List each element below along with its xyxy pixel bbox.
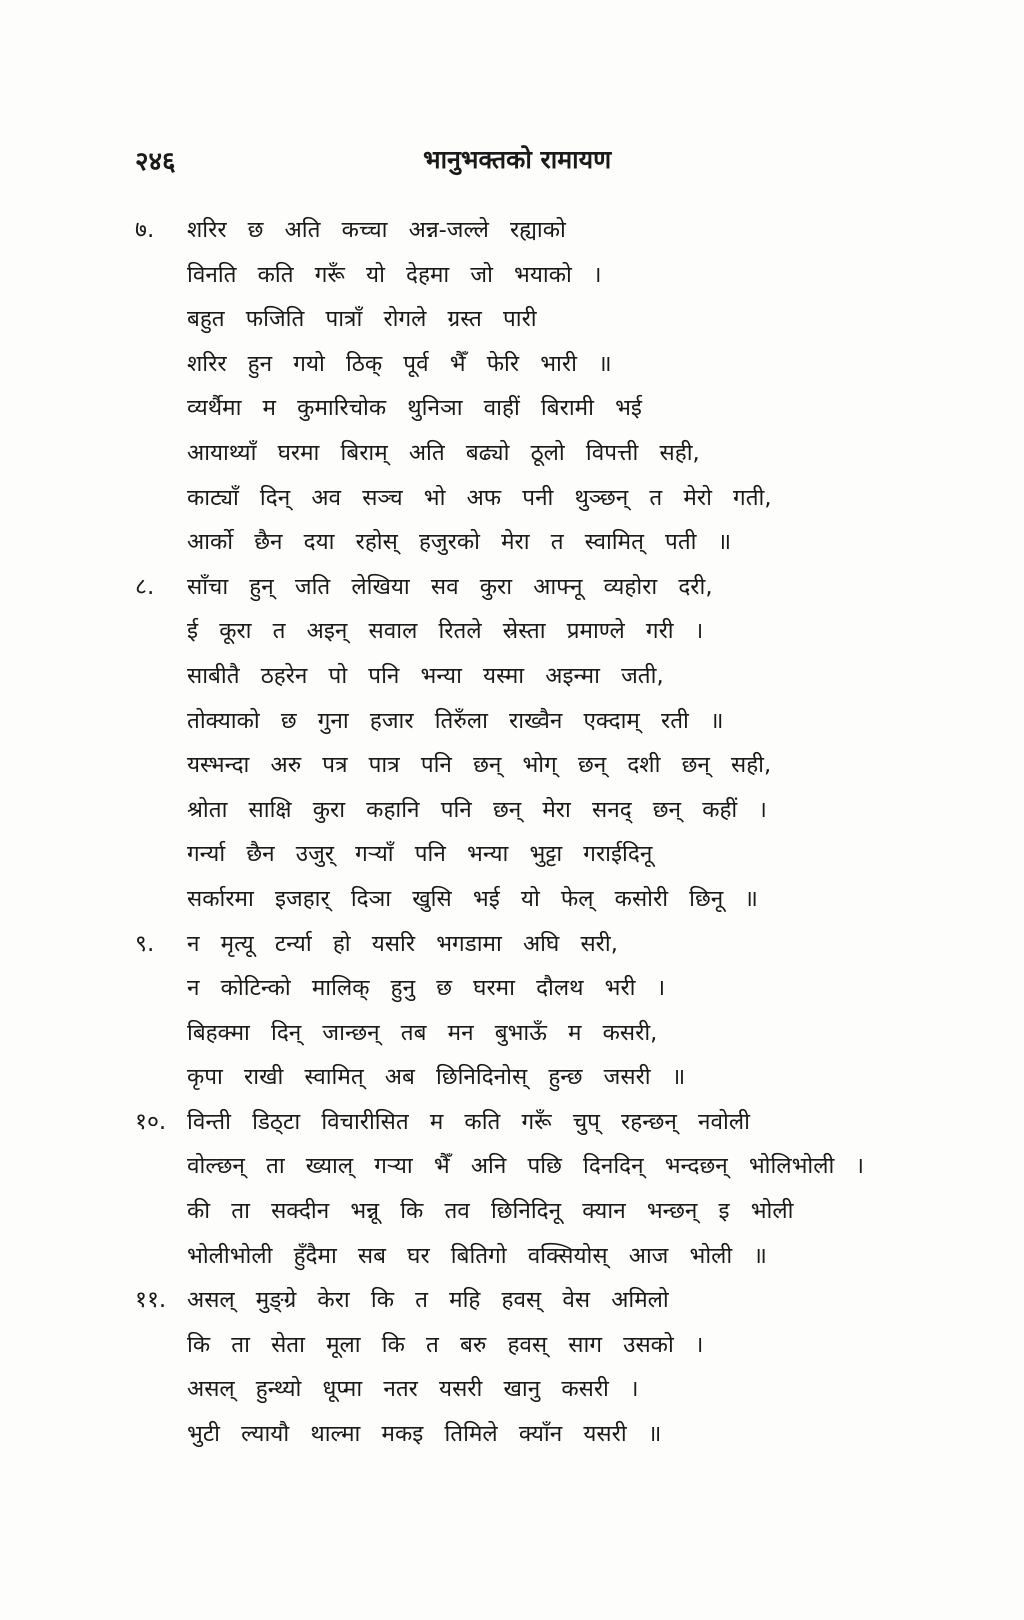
verse-line: गर्न्या छैन उजुर् गऱ्याँ पनि भन्या भुट्टा गराईदिनू [187,841,653,868]
stanza-number: ९. [135,930,155,957]
verse-line: कृपा राखी स्वामित् अब छिनिदिनोस् हुन्छ जसरी ॥ [187,1064,686,1091]
verse-line: आयाथ्याँ घरमा बिराम् अति बढ्यो ठूलो विपत्ती सही, [187,439,700,466]
verse-line: विनति कति गरूँ यो देहमा जो भयाको । [187,261,602,288]
verse-line: असल् हुन्थ्यो धूप्मा नतर यसरी खानु कसरी । [187,1376,639,1403]
verse-line: विन्ती डिठ्टा विचारीसित म कति गरूँ चुप् रहन्छन् नवोली [187,1108,750,1135]
verse-line: न मृत्यू टर्न्या हो यसरि भगडामा अघि सरी, [187,930,618,957]
verse-line: भुटी ल्यायौ थाल्मा मकइ तिमिले क्याँन यसरी ॥ [187,1421,662,1448]
verse-line: शरिर हुन गयो ठिक् पूर्व भैँ फेरि भारी ॥ [187,350,612,377]
verse-line: काट्याँ दिन् अव सञ्च भो अफ पनी थुञ्छन् त मेरो गती, [187,484,772,511]
verse-line: शरिर छ अति कच्चा अन्न-जल्ले रह्याको [187,217,566,243]
stanza [135,208,935,565]
page-number: २४६ [135,147,176,177]
verse-line: सर्कारमा इजहार् दिञा खुसि भई यो फेल् कसोरी छिनू ॥ [187,885,758,912]
verse-line: श्रोता साक्षि कुरा कहानि पनि छन् मेरा सनद् छन् कहीं । [187,796,767,823]
stanza [135,565,935,922]
verse-line: न कोटिन्को मालिक् हुनु छ घरमा दौलथ भरी । [187,975,666,1002]
page-header [135,142,915,182]
verse-line: बहुत फजिति पात्राँ रोगले ग्रस्त पारी [187,306,537,333]
verse-line: असल् मुङ्ग्रे केरा कि त महि हवस् वेस अमिलो [187,1287,669,1314]
stanza [135,1278,935,1456]
verse-line: आर्को छैन दया रहोस् हजुरको मेरा त स्वामित् पती ॥ [187,529,732,556]
verse-line: साबीतै ठहरेन पो पनि भन्या यस्मा अइन्मा जती, [187,662,664,689]
verse-line: भोलीभोली हुँदैमा सब घर बितिगो वक्सियोस् आज भोली ॥ [187,1242,767,1269]
verse-line: वोल्छन् ता ख्याल् गऱ्या भैँ अनि पछि दिनदिन् भन्दछन् भोलिभोली । [187,1153,865,1180]
verse-line: की ता सक्दीन भन्नू कि तव छिनिदिनू क्यान भन्छन् इ भोली [187,1198,794,1225]
verse-line: कि ता सेता मूला कि त बरु हवस् साग उसको । [187,1331,704,1358]
verse-line: बिहक्मा दिन् जान्छन् तब मन बुभाऊँ म कसरी, [187,1019,658,1046]
verse-line: ई कूरा त अइन् सवाल रितले स्रेस्ता प्रमाण्ले गरी । [187,618,704,645]
verse-line: यस्भन्दा अरु पत्र पात्र पनि छन् भोग् छन् दशी छन् सही, [187,752,772,779]
running-title: भानुभक्तको रामायण [423,145,612,174]
verse-line: व्यर्थैमा म कुमारिचोक थुनिञा वाहीं बिरामी भई [187,395,642,422]
stanza-number: ७. [135,217,155,243]
stanza-number: १०. [135,1108,167,1135]
verse-body [135,208,935,1457]
stanza-number: ८. [135,573,155,600]
verse-line: साँचा हुन् जति लेखिया सव कुरा आफ्नू व्यहोरा दरी, [187,573,713,600]
stanza [135,922,935,1100]
stanza [135,1100,935,1278]
stanza-number: ११. [135,1287,167,1314]
verse-line: तोक्याको छ गुना हजार तिरुँला राख्वैन एक्दाम् रती ॥ [187,707,724,734]
